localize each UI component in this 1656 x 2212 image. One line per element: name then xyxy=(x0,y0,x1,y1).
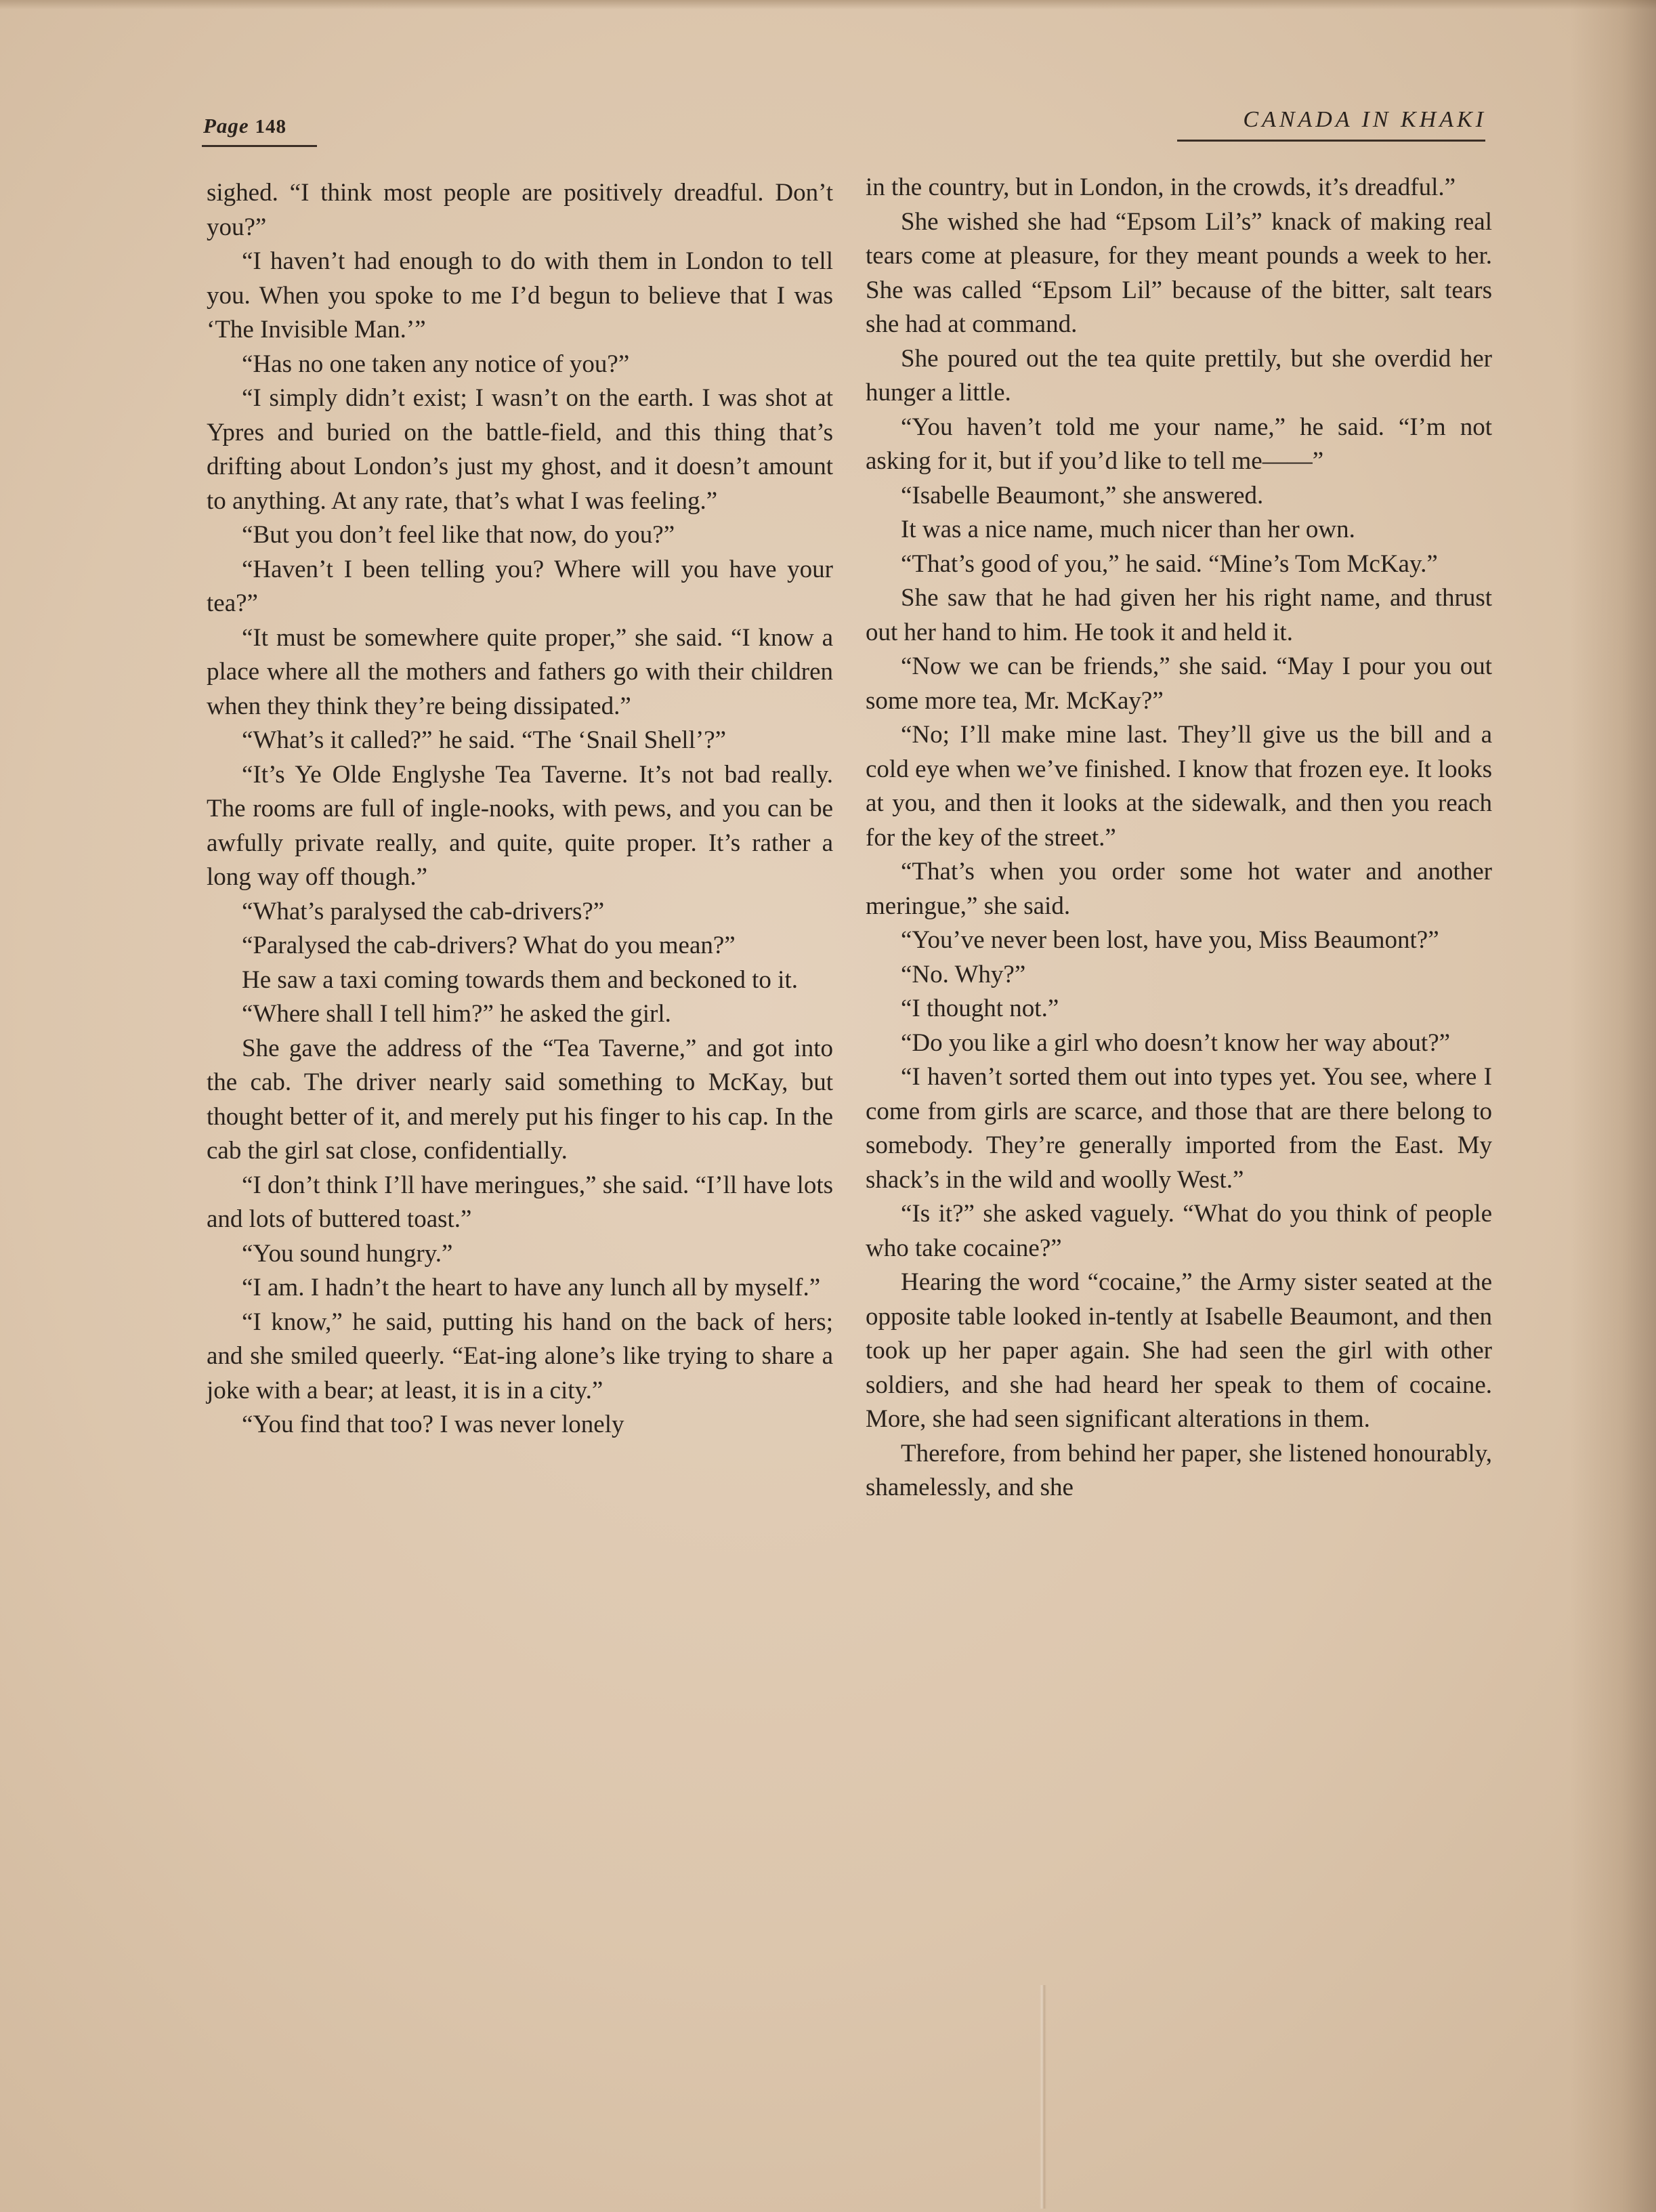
paragraph: “That’s when you order some hot water and another meringue,” she said. xyxy=(866,858,1492,920)
paragraph: “But you don’t feel like that now, do you?” xyxy=(242,521,675,549)
page-crease xyxy=(1040,1985,1046,2209)
right-column xyxy=(866,171,1492,1505)
paragraph: “That’s good of you,” he said. “Mine’s Tom McKay.” xyxy=(901,549,1438,578)
paragraph: “Now we can be friends,” she said. “May I pour you out some more tea, Mr. McKay?” xyxy=(866,652,1492,715)
paragraph: in the country, but in London, in the crowds, it’s dreadful.” xyxy=(866,173,1456,201)
paragraph: “I know,” he said, putting his hand on the back of hers; and she smiled queerly. “Eat-ing alone’s like trying to share a joke with a bear; at least, it is in a city.” xyxy=(207,1308,833,1404)
paragraph: “Do you like a girl who doesn’t know her way about?” xyxy=(901,1028,1451,1057)
paragraph: “Where shall I tell him?” he asked the girl. xyxy=(242,1000,671,1028)
paragraph: “You’ve never been lost, have you, Miss Beaumont?” xyxy=(901,926,1439,954)
paragraph: “I simply didn’t exist; I wasn’t on the earth. I was shot at Ypres and buried on the battle-field, and this thing that’s drifting about London’s just my ghost, and it doesn’t amount to anything. At any rate, that’s what I was feeling.” xyxy=(207,384,833,515)
paragraph: “Isabelle Beaumont,” she answered. xyxy=(901,481,1264,509)
paragraph: “It’s Ye Olde Englyshe Tea Taverne. It’s not bad really. The rooms are full of ingle-nooks, with pews, and you can be awfully private really, and quite, quite proper. It’s rather a long way off though.” xyxy=(207,760,833,891)
paragraph: “No; I’ll make mine last. They’ll give us the bill and a cold eye when we’ve finished. I know that frozen eye. It looks at you, and then it looks at the sidewalk, and then you reach for the key of the street.” xyxy=(866,721,1492,852)
paragraph: “I thought not.” xyxy=(901,995,1059,1022)
paragraph: “I am. I hadn’t the heart to have any lunch all by myself.” xyxy=(242,1274,821,1301)
page-label: Page xyxy=(203,114,249,138)
paragraph: He saw a taxi coming towards them and beckoned to it. xyxy=(242,965,798,994)
page-spine-shadow xyxy=(1570,0,1656,2212)
paragraph: She saw that he had given her his right name, and thrust out her hand to him. He took it and held it. xyxy=(866,584,1492,646)
page-number-rule xyxy=(202,145,317,147)
paragraph: sighed. “I think most people are positively dreadful. Don’t you?” xyxy=(207,179,833,241)
paragraph: Therefore, from behind her paper, she listened honourably, shamelessly, and she xyxy=(866,1439,1492,1501)
paragraph: “No. Why?” xyxy=(901,960,1026,988)
paragraph: “You find that too? I was never lonely xyxy=(242,1411,624,1438)
paragraph: “It must be somewhere quite proper,” she said. “I know a place where all the mothers and fathers go with their children when they think they’re being dissipated.” xyxy=(207,623,833,720)
paragraph: “Has no one taken any notice of you?” xyxy=(242,350,630,378)
paragraph: “What’s it called?” he said. “The ‘Snail Shell’?” xyxy=(242,726,727,754)
paragraph: “I don’t think I’ll have meringues,” she said. “I’ll have lots and lots of buttered toast.” xyxy=(207,1171,833,1233)
paragraph: Hearing the word “cocaine,” the Army sister seated at the opposite table looked in-tently at Isabelle Beaumont, and then took up her paper again. She had seen the girl with other soldiers, and she had heard her speak to them of cocaine. More, she had seen significant alterations in them. xyxy=(866,1268,1492,1433)
paragraph: “Haven’t I been telling you? Where will you have your tea?” xyxy=(207,555,833,617)
paragraph: “I haven’t had enough to do with them in London to tell you. When you spoke to me I’d begun to believe that I was ‘The Invisible Man.’” xyxy=(207,247,833,343)
page-top-edge xyxy=(0,0,1656,9)
paragraph: “Paralysed the cab-drivers? What do you mean?” xyxy=(242,932,736,959)
paragraph: She poured out the tea quite prettily, but she overdid her hunger a little. xyxy=(866,344,1492,406)
paragraph: “You haven’t told me your name,” he said. “I’m not asking for it, but if you’d like to tell me——” xyxy=(866,413,1492,475)
running-title: CANADA IN KHAKI xyxy=(1243,107,1487,132)
paragraph: “What’s paralysed the cab-drivers?” xyxy=(242,897,605,925)
page-number-value: 148 xyxy=(255,116,286,138)
paragraph: “I haven’t sorted them out into types yet. You see, where I come from girls are scarce, and those that are there belong to somebody. They’re generally imported from the East. My shack’s in the wild and woolly West.” xyxy=(866,1063,1492,1194)
paragraph: She gave the address of the “Tea Taverne,” and got into the cab. The driver nearly said something to McKay, but thought better of it, and merely put his finger to his cap. In the cab the girl sat close, confidentially. xyxy=(207,1034,833,1165)
left-column xyxy=(207,176,833,1442)
paragraph: She wished she had “Epsom Lil’s” knack of making real tears come at pleasure, for they meant pounds a week to her. She was called “Epsom Lil” because of the bitter, salt tears she had at command. xyxy=(866,207,1492,338)
paragraph: “You sound hungry.” xyxy=(242,1239,453,1268)
paragraph: It was a nice name, much nicer than her own. xyxy=(901,516,1355,543)
running-title-rule xyxy=(1177,140,1485,142)
page-number xyxy=(203,114,286,138)
paragraph: “Is it?” she asked vaguely. “What do you think of people who take cocaine?” xyxy=(866,1200,1492,1262)
